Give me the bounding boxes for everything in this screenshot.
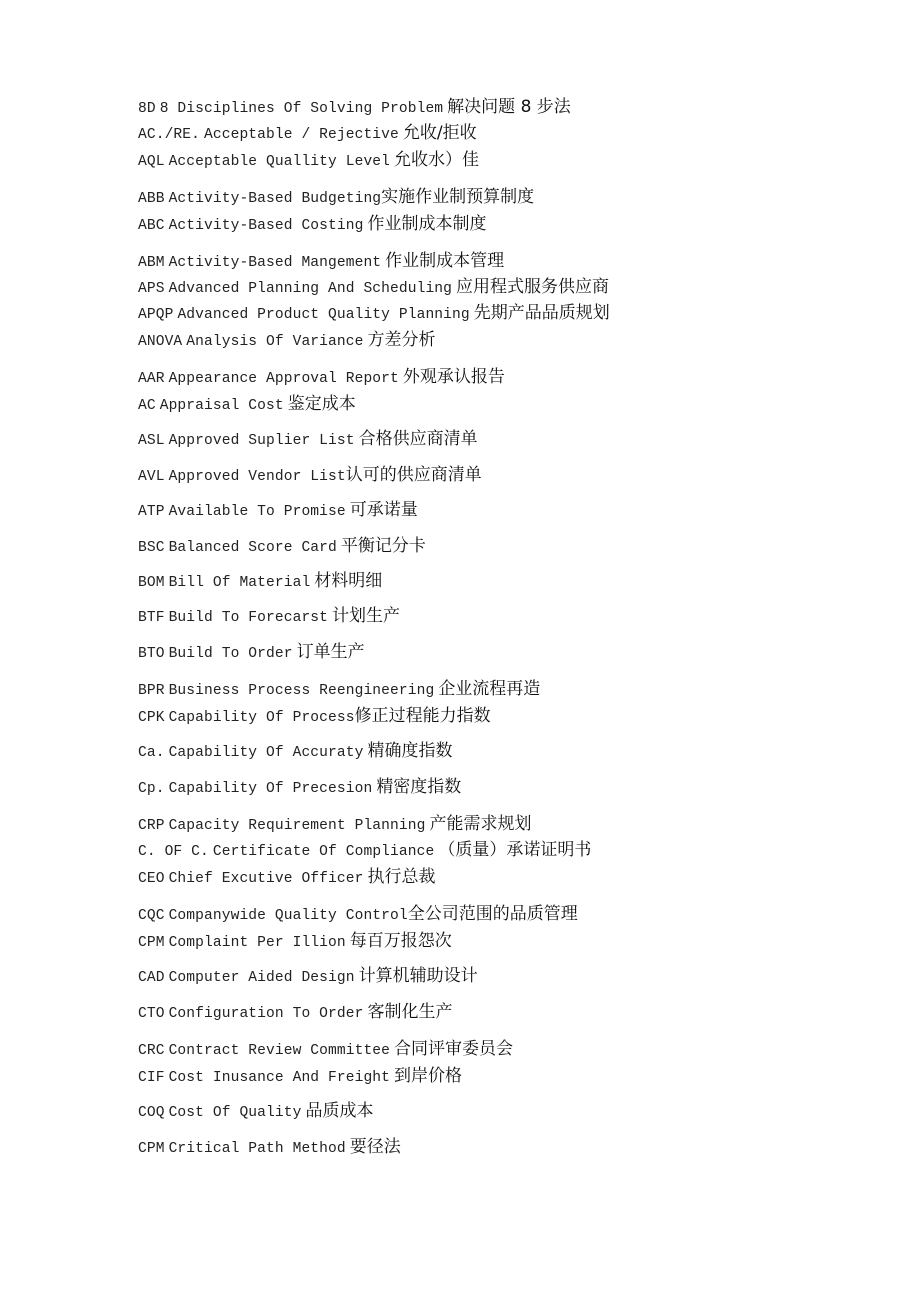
glossary-entry-ceo	[138, 866, 435, 890]
entry-translation: 平衡记分卡	[340, 536, 426, 556]
glossary-entry-crc	[138, 1038, 513, 1062]
glossary-entry-abb	[138, 186, 534, 210]
glossary-entry-apqp	[138, 302, 610, 326]
entry-term: Acceptable Quallity Level	[168, 154, 391, 170]
entry-translation: 合同评审委员会	[394, 1039, 514, 1059]
glossary-entry-btf	[138, 605, 400, 629]
entry-translation: 鉴定成本	[287, 394, 356, 414]
glossary-entry-aql	[138, 149, 479, 173]
entry-term: Certificate Of Compliance	[212, 844, 435, 860]
entry-term: Activity-Based Mangement	[168, 255, 382, 271]
entry-abbreviation: Ca.	[138, 745, 165, 761]
entry-translation: 订单生产	[296, 642, 365, 662]
glossary-entry-bto	[138, 641, 365, 665]
entry-abbreviation: BOM	[138, 575, 165, 591]
entry-translation: 品质成本	[305, 1101, 374, 1121]
entry-translation: （质量）承诺证明书	[438, 840, 592, 860]
entry-translation: 外观承认报告	[402, 367, 505, 387]
glossary-entry-ac-re	[138, 122, 477, 146]
entry-term: Appraisal Cost	[159, 398, 284, 414]
entry-term: Acceptable / Rejective	[204, 127, 399, 143]
entry-abbreviation: Cp.	[138, 781, 165, 797]
entry-abbreviation: BPR	[138, 683, 165, 699]
glossary-entry-cqc	[138, 903, 578, 927]
entry-translation: 修正过程能力指数	[354, 706, 491, 726]
entry-translation: 到岸价格	[394, 1066, 463, 1086]
glossary-entry-anova	[138, 329, 435, 353]
entry-translation: 应用程式服务供应商	[456, 277, 610, 297]
entry-abbreviation: ABM	[138, 255, 165, 271]
glossary-entry-aps	[138, 276, 609, 300]
entry-term: Balanced Score Card	[168, 540, 337, 556]
entry-translation: 允收水）佳	[394, 150, 480, 170]
entry-translation: 计算机辅助设计	[358, 966, 478, 986]
entry-term: 8 Disciplines Of Solving Problem	[159, 101, 444, 117]
entry-translation: 计划生产	[332, 606, 401, 626]
entry-translation: 解决问题 8 步法	[447, 97, 571, 117]
entry-abbreviation: CEO	[138, 871, 165, 887]
entry-abbreviation: AAR	[138, 371, 165, 387]
entry-translation: 方差分析	[367, 330, 436, 350]
glossary-entry-ac	[138, 393, 356, 417]
glossary-entry-cpm-critical	[138, 1136, 401, 1160]
entry-term: Activity-Based Budgeting	[168, 191, 382, 207]
entry-translation: 执行总裁	[367, 867, 436, 887]
glossary-entry-c-of-c	[138, 839, 591, 863]
entry-abbreviation: ASL	[138, 433, 165, 449]
entry-term: Advanced Product Quality Planning	[177, 307, 470, 323]
entry-translation: 精确度指数	[367, 741, 453, 761]
entry-term: Chief Excutive Officer	[168, 871, 364, 887]
glossary-entry-cpm-complaint	[138, 930, 452, 954]
entry-abbreviation: ABC	[138, 218, 165, 234]
glossary-entry-cpk	[138, 705, 491, 729]
entry-abbreviation: CRC	[138, 1043, 165, 1059]
entry-translation: 作业制成本管理	[385, 251, 505, 271]
entry-translation: 可承诺量	[349, 500, 418, 520]
glossary-entry-bpr	[138, 678, 540, 702]
entry-term: Critical Path Method	[168, 1141, 346, 1157]
entry-term: Capacity Requirement Planning	[168, 818, 426, 834]
glossary-entry-cif	[138, 1065, 462, 1089]
entry-term: Complaint Per Illion	[168, 935, 346, 951]
entry-term: Build To Forecarst	[168, 610, 329, 626]
entry-term: Capability Of Accuraty	[168, 745, 364, 761]
entry-term: Analysis Of Variance	[186, 334, 364, 350]
entry-translation: 作业制成本制度	[367, 214, 487, 234]
entry-abbreviation: ABB	[138, 191, 165, 207]
glossary-entry-ca	[138, 740, 452, 764]
glossary-entry-bom	[138, 570, 382, 594]
entry-term: Companywide Quality Control	[168, 908, 408, 924]
entry-abbreviation: BTF	[138, 610, 165, 626]
entry-translation: 先期产品品质规划	[473, 303, 610, 323]
entry-abbreviation: AC	[138, 398, 156, 414]
glossary-entry-avl	[138, 464, 482, 488]
entry-translation: 每百万报怨次	[349, 931, 452, 951]
entry-translation: 材料明细	[314, 571, 383, 591]
entry-translation: 全公司范围的品质管理	[407, 904, 578, 924]
entry-translation: 产能需求规划	[429, 814, 532, 834]
entry-term: Cost Of Quality	[168, 1105, 302, 1121]
entry-abbreviation: CAD	[138, 970, 165, 986]
entry-translation: 企业流程再造	[438, 679, 541, 699]
glossary-entry-8d	[138, 96, 571, 120]
entry-abbreviation: COQ	[138, 1105, 165, 1121]
entry-abbreviation: 8D	[138, 101, 156, 117]
entry-abbreviation: CPM	[138, 935, 165, 951]
entry-term: Configuration To Order	[168, 1006, 364, 1022]
entry-term: Appearance Approval Report	[168, 371, 399, 387]
glossary-entry-coq	[138, 1100, 373, 1124]
entry-abbreviation: ATP	[138, 504, 165, 520]
entry-abbreviation: AVL	[138, 469, 165, 485]
glossary-entry-atp	[138, 499, 418, 523]
entry-term: Computer Aided Design	[168, 970, 355, 986]
entry-term: Advanced Planning And Scheduling	[168, 281, 453, 297]
glossary-entry-bsc	[138, 535, 426, 559]
entry-term: Available To Promise	[168, 504, 346, 520]
entry-term: Approved Suplier List	[168, 433, 355, 449]
entry-translation: 客制化生产	[367, 1002, 453, 1022]
entry-term: Capability Of Precesion	[168, 781, 373, 797]
entry-term: Contract Review Committee	[168, 1043, 391, 1059]
entry-term: Capability Of Process	[168, 710, 355, 726]
glossary-entry-abc	[138, 213, 486, 237]
glossary-entry-abm	[138, 250, 504, 274]
glossary-entry-crp	[138, 813, 531, 837]
entry-abbreviation: BTO	[138, 646, 165, 662]
entry-abbreviation: CTO	[138, 1006, 165, 1022]
entry-term: Bill Of Material	[168, 575, 311, 591]
entry-abbreviation: BSC	[138, 540, 165, 556]
entry-term: Build To Order	[168, 646, 293, 662]
entry-translation: 要径法	[349, 1137, 401, 1157]
entry-translation: 认可的供应商清单	[345, 465, 482, 485]
glossary-entry-cad	[138, 965, 478, 989]
glossary-entry-asl	[138, 428, 478, 452]
entry-abbreviation: APQP	[138, 307, 174, 323]
entry-abbreviation: ANOVA	[138, 334, 183, 350]
entry-term: Approved Vendor List	[168, 469, 346, 485]
entry-abbreviation: AC./RE.	[138, 127, 201, 143]
glossary-entry-cp	[138, 776, 461, 800]
entry-abbreviation: CIF	[138, 1070, 165, 1086]
glossary-entry-aar	[138, 366, 505, 390]
glossary-entry-cto	[138, 1001, 452, 1025]
entry-abbreviation: CRP	[138, 818, 165, 834]
entry-translation: 允收/拒收	[402, 123, 477, 143]
entry-translation: 精密度指数	[376, 777, 462, 797]
entry-abbreviation: CQC	[138, 908, 165, 924]
entry-translation: 合格供应商清单	[358, 429, 478, 449]
entry-abbreviation: C. OF C.	[138, 844, 209, 860]
entry-abbreviation: CPM	[138, 1141, 165, 1157]
entry-abbreviation: CPK	[138, 710, 165, 726]
entry-term: Business Process Reengineering	[168, 683, 435, 699]
entry-translation: 实施作业制预算制度	[381, 187, 535, 207]
entry-term: Activity-Based Costing	[168, 218, 364, 234]
entry-abbreviation: APS	[138, 281, 165, 297]
entry-abbreviation: AQL	[138, 154, 165, 170]
entry-term: Cost Inusance And Freight	[168, 1070, 391, 1086]
